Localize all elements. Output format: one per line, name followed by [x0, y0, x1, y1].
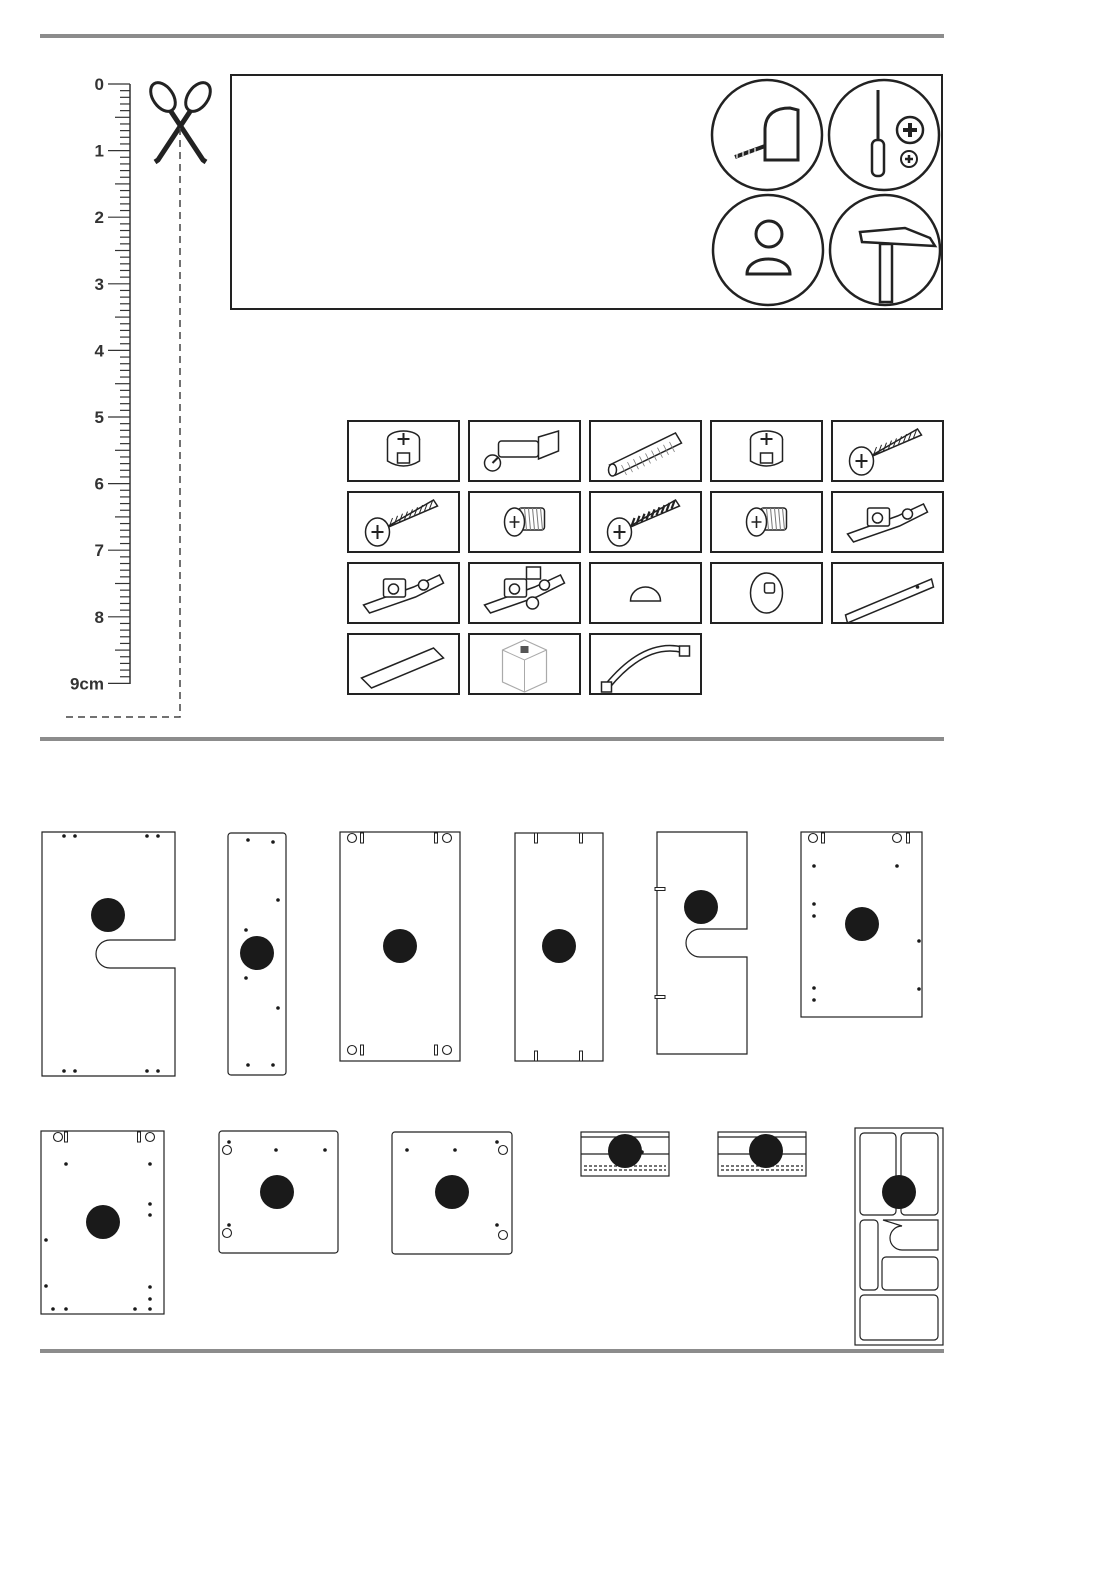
hardware-cell — [469, 563, 580, 623]
hole-mark — [917, 987, 921, 991]
hardware-cell — [469, 492, 580, 552]
hole-mark — [62, 834, 66, 838]
hardware-cell — [469, 421, 580, 481]
hole-mark — [44, 1238, 48, 1242]
hardware-cell — [348, 563, 459, 623]
cam-lock-large-icon — [751, 431, 783, 466]
slot-mark — [655, 888, 665, 891]
slot-mark — [435, 1045, 438, 1055]
hardware-cell — [469, 634, 580, 694]
cam-hole-mark — [223, 1146, 232, 1155]
part-marker — [845, 907, 879, 941]
hole-mark — [145, 834, 149, 838]
panel-holes — [44, 833, 921, 1311]
slot-mark — [535, 1051, 538, 1061]
slot-mark — [907, 833, 910, 843]
hole-mark — [246, 1063, 250, 1067]
part-markers — [86, 890, 916, 1239]
part-marker — [86, 1205, 120, 1239]
hole-mark — [271, 840, 275, 844]
slot-mark — [361, 1045, 364, 1055]
part-marker — [435, 1175, 469, 1209]
ruler-label: 3 — [94, 274, 104, 294]
hardware-cell — [832, 421, 943, 481]
ruler-label: 7 — [94, 541, 104, 561]
cam-hole-mark — [893, 834, 902, 843]
cam-hole-mark — [499, 1231, 508, 1240]
cut-line — [65, 128, 180, 717]
hole-mark — [148, 1307, 152, 1311]
hole-mark — [64, 1307, 68, 1311]
hole-mark — [812, 998, 816, 1002]
cam-hole-mark — [348, 834, 357, 843]
hammer-icon — [830, 195, 940, 305]
hardware-cell — [590, 563, 701, 623]
hole-mark — [274, 1148, 278, 1152]
part-marker — [749, 1134, 783, 1168]
divider-top — [40, 34, 944, 38]
hole-mark — [495, 1223, 499, 1227]
hole-mark — [405, 1148, 409, 1152]
phillips-screwdriver-icon — [829, 80, 939, 190]
hardware-cell — [832, 563, 943, 623]
hole-mark — [44, 1284, 48, 1288]
hole-mark — [73, 1069, 77, 1073]
hole-mark — [271, 1063, 275, 1067]
ruler-label: 9cm — [69, 674, 104, 694]
part-marker — [882, 1175, 916, 1209]
part-marker — [608, 1134, 642, 1168]
part-marker — [542, 929, 576, 963]
hardware-cell — [832, 492, 943, 552]
ruler-label: 2 — [94, 208, 104, 228]
hole-mark — [227, 1140, 231, 1144]
slot-mark — [435, 833, 438, 843]
hole-mark — [62, 1069, 66, 1073]
hardware-grid — [348, 421, 943, 694]
slot-mark — [822, 833, 825, 843]
hole-mark — [64, 1162, 68, 1166]
cam-hole-mark — [223, 1229, 232, 1238]
hardware-cell — [590, 492, 701, 552]
hole-mark — [148, 1297, 152, 1301]
part-marker — [684, 890, 718, 924]
hole-mark — [246, 838, 250, 842]
panel-side-left — [42, 832, 175, 1076]
hole-mark — [156, 834, 160, 838]
hole-mark — [145, 1069, 149, 1073]
hole-mark — [148, 1285, 152, 1289]
cam-hole-mark — [348, 1046, 357, 1055]
hardware-cell — [348, 634, 459, 694]
part-marker — [260, 1175, 294, 1209]
hole-mark — [227, 1223, 231, 1227]
hole-mark — [51, 1307, 55, 1311]
slot-mark — [580, 1051, 583, 1061]
hole-mark — [133, 1307, 137, 1311]
hole-mark — [917, 939, 921, 943]
ruler-label: 0 — [94, 75, 104, 94]
hole-mark — [323, 1148, 327, 1152]
hardware-cell — [590, 634, 701, 694]
cam-hole-mark — [443, 1046, 452, 1055]
person-icon — [713, 195, 823, 305]
cam-hole-mark — [809, 834, 818, 843]
hole-mark — [73, 834, 77, 838]
ruler-label: 5 — [94, 408, 104, 427]
slot-mark — [655, 996, 665, 999]
slot-mark — [580, 833, 583, 843]
hardware-cell — [711, 563, 822, 623]
hardware-cell — [348, 421, 459, 481]
slot-mark — [138, 1132, 141, 1142]
shelf-support-icon — [751, 573, 783, 613]
hole-mark — [895, 864, 899, 868]
hole-mark — [148, 1213, 152, 1217]
hole-mark — [156, 1069, 160, 1073]
tape-measure-icon — [712, 80, 822, 190]
hole-mark — [812, 864, 816, 868]
hole-mark — [244, 928, 248, 932]
panel-packaging-insert — [855, 1128, 943, 1345]
leg-block-icon — [503, 640, 547, 692]
hole-mark — [453, 1148, 457, 1152]
hole-mark — [495, 1140, 499, 1144]
divider-bottom — [40, 1349, 944, 1353]
ruler-label: 4 — [94, 341, 104, 361]
hole-mark — [812, 986, 816, 990]
cam-hole-mark — [499, 1146, 508, 1155]
hardware-cell — [348, 492, 459, 552]
hardware-cell — [590, 421, 701, 481]
scissors-icon — [146, 78, 216, 162]
divider-middle — [40, 737, 944, 741]
hardware-cell — [711, 492, 822, 552]
cam-hole-mark — [443, 834, 452, 843]
ruler-label: 8 — [94, 607, 104, 627]
cam-hole-mark — [146, 1133, 155, 1142]
hole-mark — [244, 976, 248, 980]
ruler — [70, 75, 130, 693]
hole-mark — [812, 914, 816, 918]
ruler-label: 1 — [94, 141, 104, 161]
part-marker — [91, 898, 125, 932]
cam-hole-mark — [54, 1133, 63, 1142]
hole-mark — [812, 902, 816, 906]
slot-mark — [535, 833, 538, 843]
part-marker — [240, 936, 274, 970]
hole-mark — [148, 1162, 152, 1166]
hardware-cell — [711, 421, 822, 481]
cam-lock-icon — [388, 431, 420, 466]
panel-side-right — [657, 832, 747, 1054]
slot-mark — [65, 1132, 68, 1142]
part-marker — [383, 929, 417, 963]
ruler-label: 6 — [94, 474, 104, 494]
hole-mark — [276, 1006, 280, 1010]
slot-mark — [361, 833, 364, 843]
hole-mark — [148, 1202, 152, 1206]
hole-mark — [276, 898, 280, 902]
